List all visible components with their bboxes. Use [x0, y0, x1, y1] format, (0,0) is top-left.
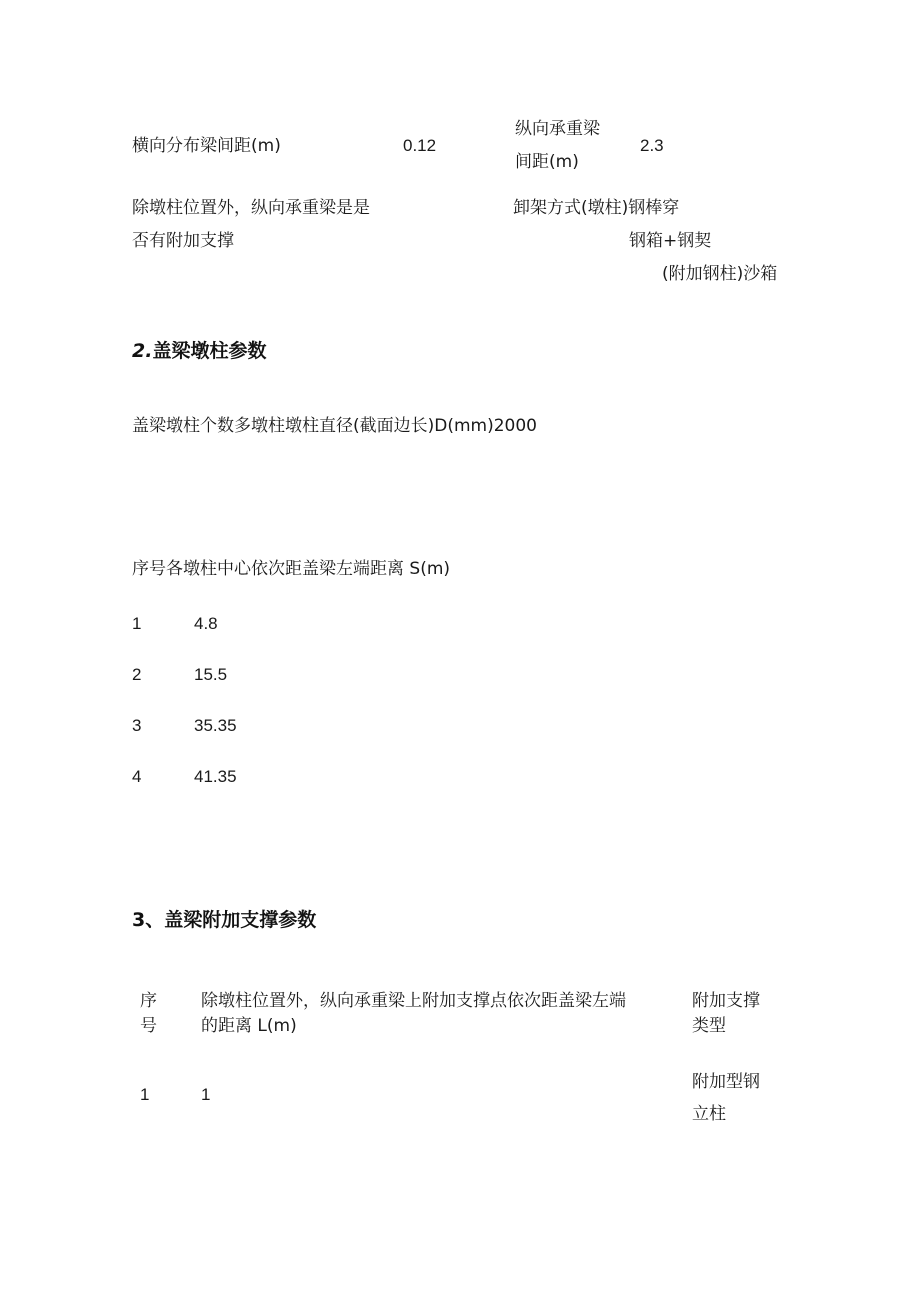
support-header-index-line2: 号	[140, 1016, 157, 1036]
support-row-type-line1: 附加型钢	[692, 1072, 760, 1092]
unloading-method-line1: 卸架方式(墩柱)钢棒穿	[513, 198, 680, 218]
transverse-beam-spacing-value: 0.12	[403, 136, 437, 155]
pier-row-index: 4	[132, 767, 142, 786]
longitudinal-beam-spacing-label-line1: 纵向承重梁	[515, 119, 600, 139]
support-row-distance: 1	[201, 1085, 211, 1104]
support-header-type-line1: 附加支撑	[692, 991, 760, 1011]
unloading-method-line2: 钢箱+钢契	[629, 231, 712, 251]
pier-row-index: 1	[132, 614, 142, 633]
additional-support-question-line1: 除墩柱位置外，纵向承重梁是是	[132, 198, 370, 218]
support-row-type-line2: 立柱	[692, 1104, 726, 1124]
support-header-index-line1: 序	[140, 991, 157, 1011]
section2-heading	[132, 339, 266, 363]
pier-summary-line: 盖梁墩柱个数多墩柱墩柱直径(截面边长)D(mm)2000	[132, 416, 538, 436]
pier-row-distance: 15.5	[194, 665, 228, 684]
pier-table-header: 序号各墩柱中心依次距盖梁左端距离 S(m)	[132, 559, 451, 579]
longitudinal-beam-spacing-label-line2: 间距(m)	[515, 152, 579, 172]
section2-title: 盖梁墩柱参数	[152, 340, 267, 362]
pier-row-distance: 41.35	[194, 767, 237, 786]
section2-number: 2.	[132, 340, 153, 362]
unloading-method-line3: (附加钢柱)沙箱	[662, 264, 778, 284]
pier-row-distance: 35.35	[194, 716, 237, 735]
transverse-beam-spacing-label: 横向分布梁间距(m)	[132, 136, 281, 156]
longitudinal-beam-spacing-value: 2.3	[640, 136, 664, 155]
support-header-type-line2: 类型	[692, 1016, 726, 1036]
section3-heading: 3、盖梁附加支撑参数	[132, 909, 317, 931]
support-row-index: 1	[140, 1085, 150, 1104]
pier-row-index: 3	[132, 716, 142, 735]
support-header-distance-line2: 的距离 L(m)	[201, 1016, 297, 1036]
support-header-distance-line1: 除墩柱位置外，纵向承重梁上附加支撑点依次距盖梁左端	[201, 991, 626, 1011]
additional-support-question-line2: 否有附加支撑	[132, 231, 234, 251]
pier-row-distance: 4.8	[194, 614, 218, 633]
pier-row-index: 2	[132, 665, 142, 684]
